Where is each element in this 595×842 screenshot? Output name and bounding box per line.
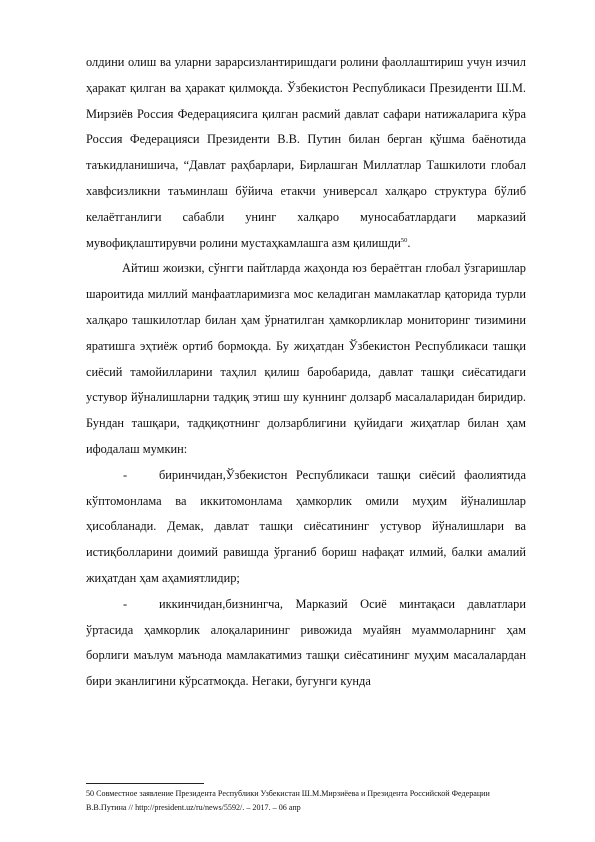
- footnote-ref-50[interactable]: 50: [400, 236, 408, 244]
- list-item-1-continuation: кўптомонлама ва иккитомонлама ҳамкорлик омили муҳим йўналишлар ҳисобланади. Демак, давлат ташқи сиёсатининг устувор йўналишлари ва истиқболларини доимий равишда ўрганиб бориш нафақат илмий, балки амалий жиҳатдан ҳам аҳамиятлидир;: [86, 493, 526, 585]
- paragraph-1: [86, 50, 526, 256]
- list-item-2-continuation: ўртасида ҳамкорлик алоқаларининг ривожида муайян муаммоларнинг ҳам борлиги маълум маънода мамлакатимиз ташқи сиёсатининг муҳим масалалардан бири эканлигини кўрсатмоқда. Негаки, бугунги кунда: [86, 622, 526, 689]
- paragraph-1-end: .: [407, 235, 411, 250]
- paragraph-1-text: олдини олиш ва уларни зарарсизлантиришдаги ролини фаоллаштириш учун изчил ҳаракат қилган ва ҳаракат қилмоқда. Ўзбекистон Республикаси Президенти Ш.М. Мирзиёв Россия Федерациясига қилган расмий давлат сафари натижаларига кўра Россия Федерацияси Президенти В.В. Путин билан берган қўшма баёнотида таъкидланишича, “Давлат раҳбарлари, Бирлашган Миллатлар Ташкилоти глобал хавфсизликни таъминлаш бўйича етакчи универсал халқаро структура бўлиб келаётганлиги сабабли унинг халқаро муносабатлардаги марказий мувофиқлаштирувчи ролини мустаҳкамлашга азм қилишди: [86, 55, 526, 250]
- list-item-2: [86, 592, 526, 695]
- footnote-50: 50 Совместное заявление Президента Республики Узбекистан Ш.М.Мирзиёева и Президента Российской Федерации В.В.Путина // http://president.uz/ru/news/5592/. – 2017. – 06 апр: [86, 789, 490, 812]
- list-dash: -: [123, 467, 128, 482]
- list-dash: -: [123, 596, 128, 611]
- document-body: [86, 50, 526, 695]
- list-item-2-first-line: иккинчидан,бизнингча, Марказий Осиё минтақаси давлатлари: [159, 596, 526, 611]
- list-item-1-first-line: биринчидан,Ўзбекистон Республикаси ташқи сиёсий фаолиятида: [159, 467, 526, 482]
- paragraph-2: Айтиш жоизки, сўнгги пайтларда жаҳонда юз бераётган глобал ўзгаришлар шароитида миллий манфаатларимизга мос келадиган мамлакатлар қаторида турли халқаро ташкилотлар билан ҳам ўрнатилган ҳамкорликлар мониторинг тизимини яратишга эҳтиёж ортиб бормоқда. Бу жиҳатдан Ўзбекистон Республикаси ташқи сиёсий тамойилларини таҳлил қилиш баробарида, давлат ташқи сиёсатидаги устувор йўналишларни тадқиқ этиш шу куннинг долзарб масалаларидан биридир. Бундан ташқари, тадқиқотнинг долзарблигини қуйидаги жиҳатлар билан ҳам ифодалаш мумкин:: [86, 261, 526, 456]
- footnote-separator: [86, 783, 204, 784]
- list-item-1: [86, 463, 526, 592]
